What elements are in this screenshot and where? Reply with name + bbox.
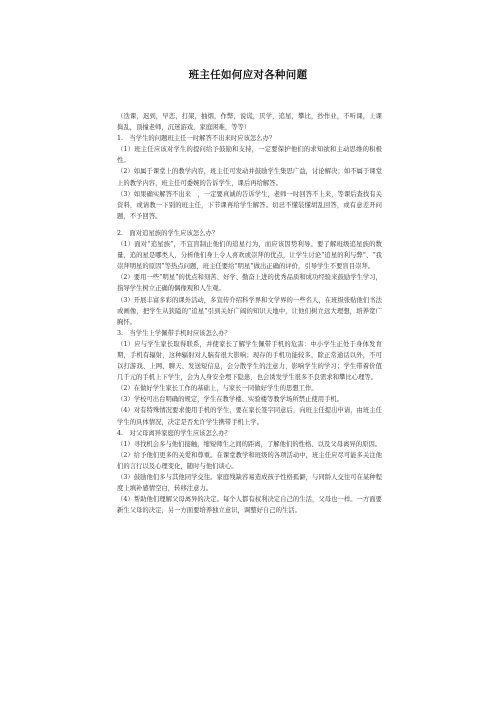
question-heading: 4. 对父母离异家庭的学生应该怎么办？ bbox=[117, 429, 231, 437]
paragraph: （3）学校可出台明确的规定，学生在教学楼、实验楼等教学场所禁止使用手机。 bbox=[117, 396, 344, 404]
paragraph: （4）对有特殊情况要求使用手机的学生，要在家长签字同意后，向班主任提出申请，由班主任学生的具体情况，决定是否允许学生携带手机上学。 bbox=[117, 407, 382, 426]
paragraph: （2）如属于课堂上的教学内容，班主任可发动并鼓励学生集思广益，讨论解决；如不属于课堂上的教学内容，班主任可委婉的告诉学生，课后再给解答。 bbox=[117, 168, 382, 187]
paragraph: （2）要用一些“明星”的优点和刻苦、好学、勤奋上进的优秀品质和成功经验来鼓励学生学习，指导学生树立正确的偶像观和人生观。 bbox=[117, 274, 382, 293]
paragraph: （1）面对“追星族”，不宜盲制止他们的追星行为，而应该因势利导。要了解班级追星族的数量，追的星是哪类人，分析他们身上令人喜欢或崇拜的优点，让学生讨论“追星的利与弊”、“我崇拜明星的原因”等热点问题，班主任要给“明星”做出正确的评价，引导学生不要盲目崇拜。 bbox=[117, 241, 382, 271]
question-heading: 1. 当学生的问题班主任一时解答不出来时应该怎么办？ bbox=[117, 135, 276, 143]
paragraph: （3）如果确实解答不出来 ，一定要真诚的告诉学生，老师一时回答不上来，等课后查找有关资料，或请教一下别的班主任，下节课再给学生解答。切忌不懂装懂胡乱回答，或有意差开问题，不予回答。 bbox=[117, 190, 382, 220]
paragraph: （迭课，迟到，早恋，打架，抽烟，作弊，说谎，厌学，追星，攀比，抄作业，不听课，上课捣乱，顶撞老师，沉迷游戏，家庭困难，等等） bbox=[117, 113, 382, 132]
paragraph: （1）应与学生家长取得联系，并使家长了解学生佩带手机的危害：中小学生正处于身体发育期，手机有辐射，这种辐射对人脑有很大影响；现存的手机功能较多，除正常通话以外，不可以打游戏、上网、聊天、发送短信息，会分散学生的注意力，影响学生的学习；学生带着价值几千元的手机上下学生，会为人身安全埋下隐患，也会诱发学生很多不良需求和攀比心理等。 bbox=[117, 340, 382, 382]
question-heading: 3. 当学生上学佩带手机时应该怎么办？ bbox=[117, 329, 231, 337]
paragraph: （4）帮助他们理解父母离异的决定。每个人都有权利决定自己的生活，父母也一样。一方面要新生父母的决定，另一方面要培养独立意识，调整好自己的生活。 bbox=[117, 496, 382, 515]
paragraph: （2）给予他们更多的关爱和尊重。在课堂教学和班级的各项活动中，班主任应尽可能多关注他们的言行以及心理变化，随时与他们谈心。 bbox=[117, 451, 382, 470]
paragraph: （2）在做好学生家长工作的基础上，与家长一同做好学生的思想工作。 bbox=[117, 385, 318, 393]
document-body bbox=[117, 111, 382, 516]
paragraph: （3）开展丰富多彩的课外活动，多宣传介绍科学界和文学界的一些名人，在班级张贴他们书法或画像，把学生从狭隘的“追星”引到关好广阔的知识天地中，让他们树立远大理想，培养宽广胸怀。 bbox=[117, 296, 382, 326]
paragraph: （1）班主任应该对学生的提问给予鼓励和支持，一定要保护他们的求知欲和主动思维的积极性。 bbox=[117, 146, 382, 165]
page-title: 班主任如何应对各种问题 bbox=[188, 69, 308, 81]
paragraph: （1）寻找机会多与他们接触，缩短师生之间的距离，了解他们的性格、以及父母离异的原因。 bbox=[117, 440, 382, 448]
paragraph: （3）鼓励他们多与其他同学交往。家庭残缺容易造成孩子性格孤僻，与同龄人交往可在某种程度上填补感情空白，转移注意力。 bbox=[117, 474, 382, 493]
question-heading: 2. 面对追星族的学生应该怎么办？ bbox=[117, 229, 219, 237]
